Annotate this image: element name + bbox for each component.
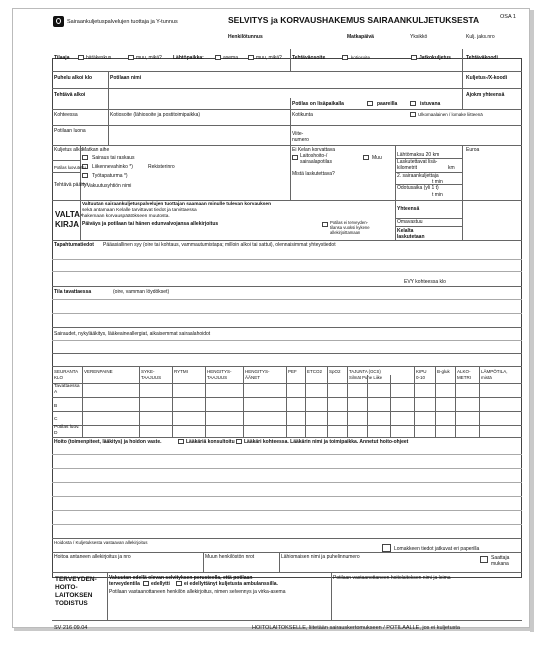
bottom-note: HOITOLAITOKSELLE, liitetään sairauskertomukseen / POTILAALLE, jos ei kuljetusta (252, 625, 460, 631)
yhteensa-label: Yhteensä (397, 206, 420, 212)
laitos-checkbox[interactable] (292, 155, 298, 160)
edellytti-label: edellytti (151, 581, 170, 587)
tila-label: Tila tavattaessa (54, 289, 92, 295)
muu-label: Muu (372, 155, 382, 161)
vital-row-2: C (54, 417, 58, 422)
form-title: SELVITYS ja KORVAUSHAKEMUS SAIRAANKULJETUKSESTA (228, 15, 480, 25)
rekisterinro-label: Rekisterinro (148, 164, 175, 170)
potilas-ei-checkbox[interactable] (322, 222, 328, 227)
valtakirja-text-1: Valtuutan sairaankuljetuspalvelujen tuottajan saamaan minulle tulevan korvauksen (82, 202, 272, 207)
lahto-muu-checkbox[interactable] (248, 55, 254, 60)
lahto-muu-label: muu, mikä? (256, 55, 282, 61)
odotusaika-label: Odotusaika (yli 1 t) (397, 185, 439, 191)
vakuutusyhtio-label: *) Vakuutusyhtiön nimi (82, 183, 132, 189)
vital-header-0: SEURANTA KLO (54, 369, 79, 380)
euroa-label: Euroa (466, 147, 480, 153)
kuljetus-alkoi-label: Kuljetus alkoi (54, 147, 84, 153)
laakari-kohteessa-label: Lääkäri kohteessa. Lääkärin nimi ja toimipaikka. Annetut hoito-ohjeet (244, 439, 409, 445)
puhelu-alkoi-label: Puhelu alkoi klo (54, 75, 93, 81)
muun-henkiloston-label: Muun henkilöstön nrot (205, 554, 255, 560)
t-min-1-label: t min (432, 179, 443, 185)
tapahtumatiedot-field[interactable] (54, 250, 520, 284)
terveyden-title: TERVEYDEN- HOITO- LAITOKSEN TODISTUS (55, 576, 97, 607)
tila-hint: (oire, vamman löydökset) (113, 289, 170, 295)
laitos-label: Laitoshoito-/ sairaalapotilas (300, 153, 332, 165)
asema-label: asema (223, 55, 239, 61)
ei-kelan-label: Ei Kelan korvattava (292, 147, 336, 153)
paareilla-label: paareilla (377, 101, 398, 107)
kotiosoite-label: Kotiosoite (lähiosoite ja postitoimipaikka) (110, 112, 201, 118)
jatkokuljetus-checkbox[interactable] (411, 55, 417, 60)
hoito-field[interactable] (54, 447, 520, 535)
tehtava-alkoi-label: Tehtävä alkoi (54, 92, 86, 98)
ulkomaalainen-checkbox[interactable] (410, 112, 416, 117)
paareilla-checkbox[interactable] (367, 101, 373, 106)
kelalta-label: Kelalta laskutetaan (397, 228, 425, 240)
tapahtumatiedot-label: Tapahtumatiedot (54, 242, 94, 248)
potilas-luovutettu-label: Potilas luovutettu (54, 165, 86, 170)
tehtava-paattyi-label: Tehtävä päättyi (54, 182, 88, 188)
tehtavakoodi-label: Tehtäväkoodi (466, 55, 498, 61)
vital-header-4: HENGITYS- TAAJUUS (207, 369, 232, 380)
tyotapaturma-label: Työtapaturma *) (92, 173, 128, 179)
kotikunta-label: Kotikunta (292, 112, 313, 118)
istuvana-label: istuvana (420, 101, 441, 107)
kotiosoite-small-label: kotiosoite (351, 55, 371, 60)
valtakirja-text-4: Päiväys ja potilaan tai hänen edunvalvojansa allekirjoitus (82, 221, 219, 227)
hoitoa-antaneen-label: Hoitoa antaneen allekirjoitus ja nro (54, 554, 131, 560)
edellytti-checkbox[interactable] (143, 581, 149, 586)
ei-edellyttanyt-label: ei edellyttänyt kuljetusta ambulanssilla. (184, 581, 278, 587)
tilaaja-muu-label: muu, mikä? (136, 55, 162, 61)
sairaudet-label: Sairaudet, nykylääkitys, lääkeaineallergiat, aikaisemmat sairaalahoidot (54, 331, 211, 337)
laakari-konsultoitu-label: Lääkäriä konsultoitu (186, 439, 235, 445)
laakari-kohteessa-checkbox[interactable] (236, 439, 242, 444)
valtakirja-text-2: sekä antamaan Kelalle tarvittavat tiedot ja tarvittaessa (82, 208, 197, 213)
km-label: km (448, 165, 455, 171)
saattaja-label: Saattaja mukana (491, 555, 510, 567)
lahtomaksu-label: Lähtömaksu 20 km (397, 152, 440, 158)
vital-header-2: SYKE- TAAJUUS (141, 369, 162, 380)
lahiomainen-label: Lähiomaisen nimi ja puhelinnumero (281, 554, 360, 560)
evy-label: EVY kohteessa klo (404, 279, 446, 285)
vital-header-8: SpO2 (329, 369, 341, 374)
yksikko-label: Yksikkö (410, 34, 428, 40)
mista-label: Mistä laskutettava? (292, 171, 335, 177)
hoito-label: Hoito (toimenpiteet, lääkitys) ja hoidon vaste. (54, 439, 162, 445)
kotiosoite-checkbox[interactable] (342, 55, 348, 60)
laskutettavat-label: Laskutettavat lisä- kilometrit (397, 159, 438, 171)
asema-checkbox[interactable] (215, 55, 221, 60)
potilaan-vastaanottaneen-label: Potilaan vastaanottaneen henkilön allekirjoitus, nimen selvennys ja virka-asema (109, 589, 286, 595)
kela-logo (53, 16, 64, 27)
saattaja-checkbox[interactable] (480, 556, 488, 563)
liikenne-label: Liikennevahinko *) (92, 164, 133, 170)
vital-header-9: TAJUNTA (GCS) Silmät Puhe Liike (349, 369, 383, 380)
vital-header-3: RYTMI (174, 369, 188, 374)
kulj-jaks-label: Kulj. jaks.nro (466, 34, 495, 40)
vital-header-13: LÄMPÖTILA, mistä (481, 369, 508, 380)
lomakkeen-tiedot-checkbox[interactable] (382, 544, 391, 552)
ei-edellyttanyt-checkbox[interactable] (176, 581, 182, 586)
vital-header-7: ETCO2 (307, 369, 323, 374)
provider-label: Sairaankuljetuspalvelujen tuottaja ja Y-tunnus (67, 19, 178, 25)
jatkokuljetus-label: Jatkokuljetus (419, 55, 451, 61)
hoidosta-vastaava-label: Hoidosta / Kuljetuksesta vastaavan allekirjoitus (54, 540, 148, 545)
tyotapaturma-checkbox[interactable] (82, 173, 88, 178)
potilaan-nimi-field[interactable] (110, 81, 460, 88)
vital-header-12: ALKO- METRI (457, 369, 471, 380)
terveydentila-label: terveydentila (109, 581, 140, 587)
t-min-2-label: t min (432, 192, 443, 198)
vital-row-0: Tavattaessa A (54, 384, 80, 395)
omavastuu-label: Omavastuu (397, 219, 423, 225)
vital-header-1: VERENPAINE (84, 369, 113, 374)
valtakirja-title: VALTA- KIRJA (55, 210, 83, 229)
kohteessa-label: Kohteessa (54, 112, 78, 118)
hoitolaitoksen-nimi-label: Potilaan vastaanottaneen hoitolaitoksen nimi ja leima (333, 575, 451, 581)
matkapaiva-field[interactable] (347, 41, 405, 49)
matkapaiva-label: Matkapäivä (347, 34, 374, 40)
laakari-konsultoitu-checkbox[interactable] (178, 439, 184, 444)
istuvana-checkbox[interactable] (410, 101, 416, 106)
sairaus-label: Sairaus tai raskaus (92, 155, 135, 161)
potilaan-nimi-label: Potilaan nimi (110, 75, 142, 81)
ajokm-yhteensa-label: Ajokm yhteensä (466, 92, 505, 98)
tehtavaosoite-label: Tehtäväosoite (292, 55, 326, 61)
tapahtumatiedot-hint: Pääasiallinen syy (oire tai kohtaus, vammautumistapa; milloin alkoi tai sattui), olennaisimmat yhteystiedot (103, 242, 336, 248)
lomakkeen-tiedot-label: Lomakkeen tiedot jatkuvat eri paperilla (394, 546, 480, 552)
ulkomaalainen-label: Ulkomaalainen / lomake liitteenä (418, 112, 483, 117)
viite-numero-label: Viite- numero (292, 131, 309, 143)
potilaan-luona-label: Potilaan luona (54, 128, 86, 134)
potilas-lisapaikalla-label: Potilas on lisäpaikalla (292, 101, 344, 107)
tila-field[interactable] (54, 296, 520, 326)
vital-header-5: HENGITYS- ÄÄNET (245, 369, 270, 380)
sv-code: SV 216 09.04 (54, 625, 88, 631)
henkilotunnus-field[interactable] (228, 41, 343, 49)
vital-header-10: KIPU 0-10 (416, 369, 427, 380)
hatakeskus-label: hätäkeskus (86, 55, 112, 61)
muu-checkbox[interactable] (363, 155, 369, 160)
tilaaja-muu-checkbox[interactable] (128, 55, 134, 60)
sairaankuljettaja-label: 2. sairaankuljettaja (397, 173, 439, 179)
henkilotunnus-label: Henkilötunnus (228, 34, 263, 40)
matkan-aihe-label: Matkan aihe (82, 147, 110, 153)
page-shadow-right (530, 10, 534, 632)
form-part-code: OSA 1 (500, 14, 516, 20)
lahtopaikka-label: Lähtöpaikka: (173, 55, 204, 61)
sairaus-checkbox[interactable] (82, 155, 88, 160)
valtakirja-text-3: hakemaan korvauspäätökseen muutosta. (82, 214, 170, 219)
hatakeskus-checkbox[interactable] (78, 55, 84, 60)
vital-row-3: Potilas luov. D (54, 425, 80, 436)
vital-header-6: PEF (288, 369, 297, 374)
vakuutan-label: Vakuutan edellä olevan selvityksen perusteella, että potilaan (109, 575, 253, 581)
vital-row-1: B (54, 404, 58, 409)
vital-header-11: B-gluk (437, 369, 450, 374)
potilas-ei-label: Potilas ei terveyden- tilansa vuoksi kykene allekirjoittamaan (330, 220, 370, 235)
kuljetus-x-koodi-label: Kuljetus-/X-koodi (466, 75, 508, 81)
tilaaja-label: Tilaaja (54, 55, 70, 61)
